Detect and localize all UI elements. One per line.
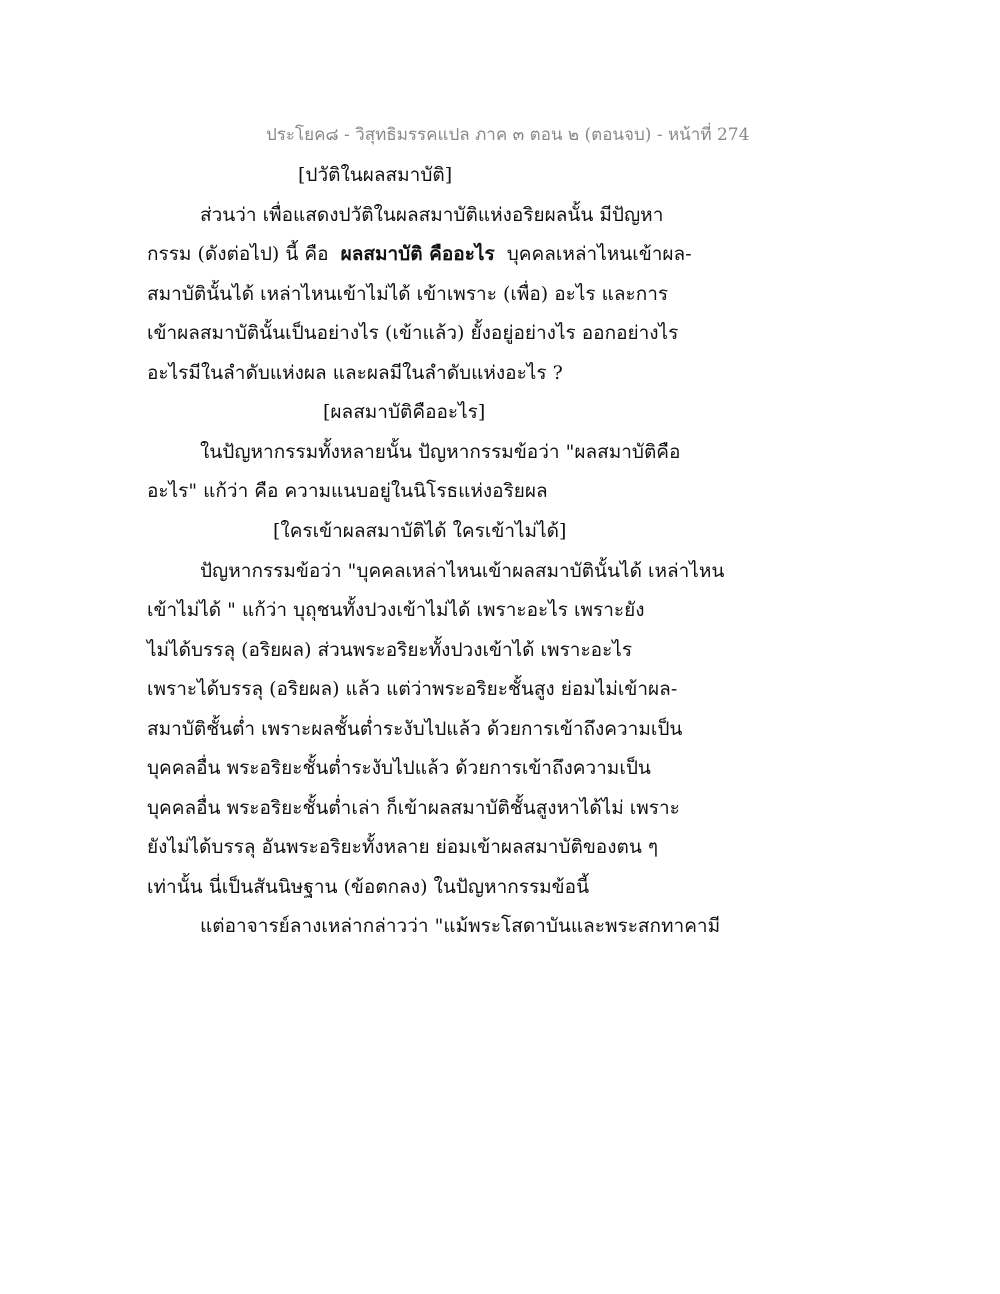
paragraph-3-line-9: เท่านั้น นี่เป็นสันนิษฐาน (ข้อตกลง) ในปัญหากรรมข้อนี้ xyxy=(147,876,590,898)
section-heading-what-is: [ผลสมาบัติคืออะไร] xyxy=(323,401,486,423)
paragraph-3-line-7: บุคคลอื่น พระอริยะชั้นต่ำเล่า ก็เข้าผลสมาบัติชั้นสูงหาได้ไม่ เพราะ xyxy=(147,797,680,819)
paragraph-3-line-8: ยังไม่ได้บรรลุ อันพระอริยะทั้งหลาย ย่อมเข้าผลสมาบัติของตน ๆ xyxy=(147,836,659,858)
paragraph-1-line-2-end: บุคคลเหล่าไหนเข้าผล- xyxy=(506,243,692,265)
page-header: ประโยค๘ - วิสุทธิมรรคแปล ภาค ๓ ตอน ๒ (ตอนจบ) - หน้าที่ 274 xyxy=(266,125,750,145)
bold-question: ผลสมาบัติ คืออะไร xyxy=(340,243,495,265)
paragraph-1-line-3: สมาบัตินั้นได้ เหล่าไหนเข้าไม่ได้ เข้าเพราะ (เพื่อ) อะไร และการ xyxy=(147,283,669,305)
paragraph-3-line-2: เข้าไม่ได้ " แก้ว่า บุถุชนทั้งปวงเข้าไม่ได้ เพราะอะไร เพราะยัง xyxy=(147,599,645,621)
paragraph-4-line-1: แต่อาจารย์ลางเหล่ากล่าวว่า "แม้พระโสดาบันและพระสกทาคามี xyxy=(200,915,721,937)
section-heading-who-enters: [ใครเข้าผลสมาบัติได้ ใครเข้าไม่ได้] xyxy=(273,520,567,542)
paragraph-2-line-2: อะไร" แก้ว่า คือ ความแนบอยู่ในนิโรธแห่งอริยผล xyxy=(147,480,548,502)
paragraph-1-line-1: ส่วนว่า เพื่อแสดงปวัติในผลสมาบัติแห่งอริยผลนั้น มีปัญหา xyxy=(200,204,664,226)
paragraph-1-line-4: เข้าผลสมาบัตินั้นเป็นอย่างไร (เข้าแล้ว) ยั้งอยู่อย่างไร ออกอย่างไร xyxy=(147,322,679,344)
paragraph-3-line-5: สมาบัติชั้นต่ำ เพราะผลชั้นต่ำระงับไปแล้ว ด้วยการเข้าถึงความเป็น xyxy=(147,718,683,740)
paragraph-1-line-2-start: กรรม (ดังต่อไป) นี้ คือ xyxy=(147,243,329,265)
paragraph-3-line-1: ปัญหากรรมข้อว่า "บุคคลเหล่าไหนเข้าผลสมาบัตินั้นได้ เหล่าไหน xyxy=(200,560,725,582)
paragraph-3-line-6: บุคคลอื่น พระอริยะชั้นต่ำระงับไปแล้ว ด้วยการเข้าถึงความเป็น xyxy=(147,757,651,779)
paragraph-3-line-4: เพราะได้บรรลุ (อริยผล) แล้ว แต่ว่าพระอริยะชั้นสูง ย่อมไม่เข้าผล- xyxy=(147,678,678,700)
paragraph-1-line-5: อะไรมีในลำดับแห่งผล และผลมีในลำดับแห่งอะไร ? xyxy=(147,362,563,384)
paragraph-2-line-1: ในปัญหากรรมทั้งหลายนั้น ปัญหากรรมข้อว่า "ผลสมาบัติคือ xyxy=(200,441,681,463)
paragraph-3-line-3: ไม่ได้บรรลุ (อริยผล) ส่วนพระอริยะทั้งปวงเข้าได้ เพราะอะไร xyxy=(147,639,633,661)
paragraph-1-line-2 xyxy=(147,241,692,267)
section-heading-pavati: [ปวัติในผลสมาบัติ] xyxy=(298,164,453,186)
